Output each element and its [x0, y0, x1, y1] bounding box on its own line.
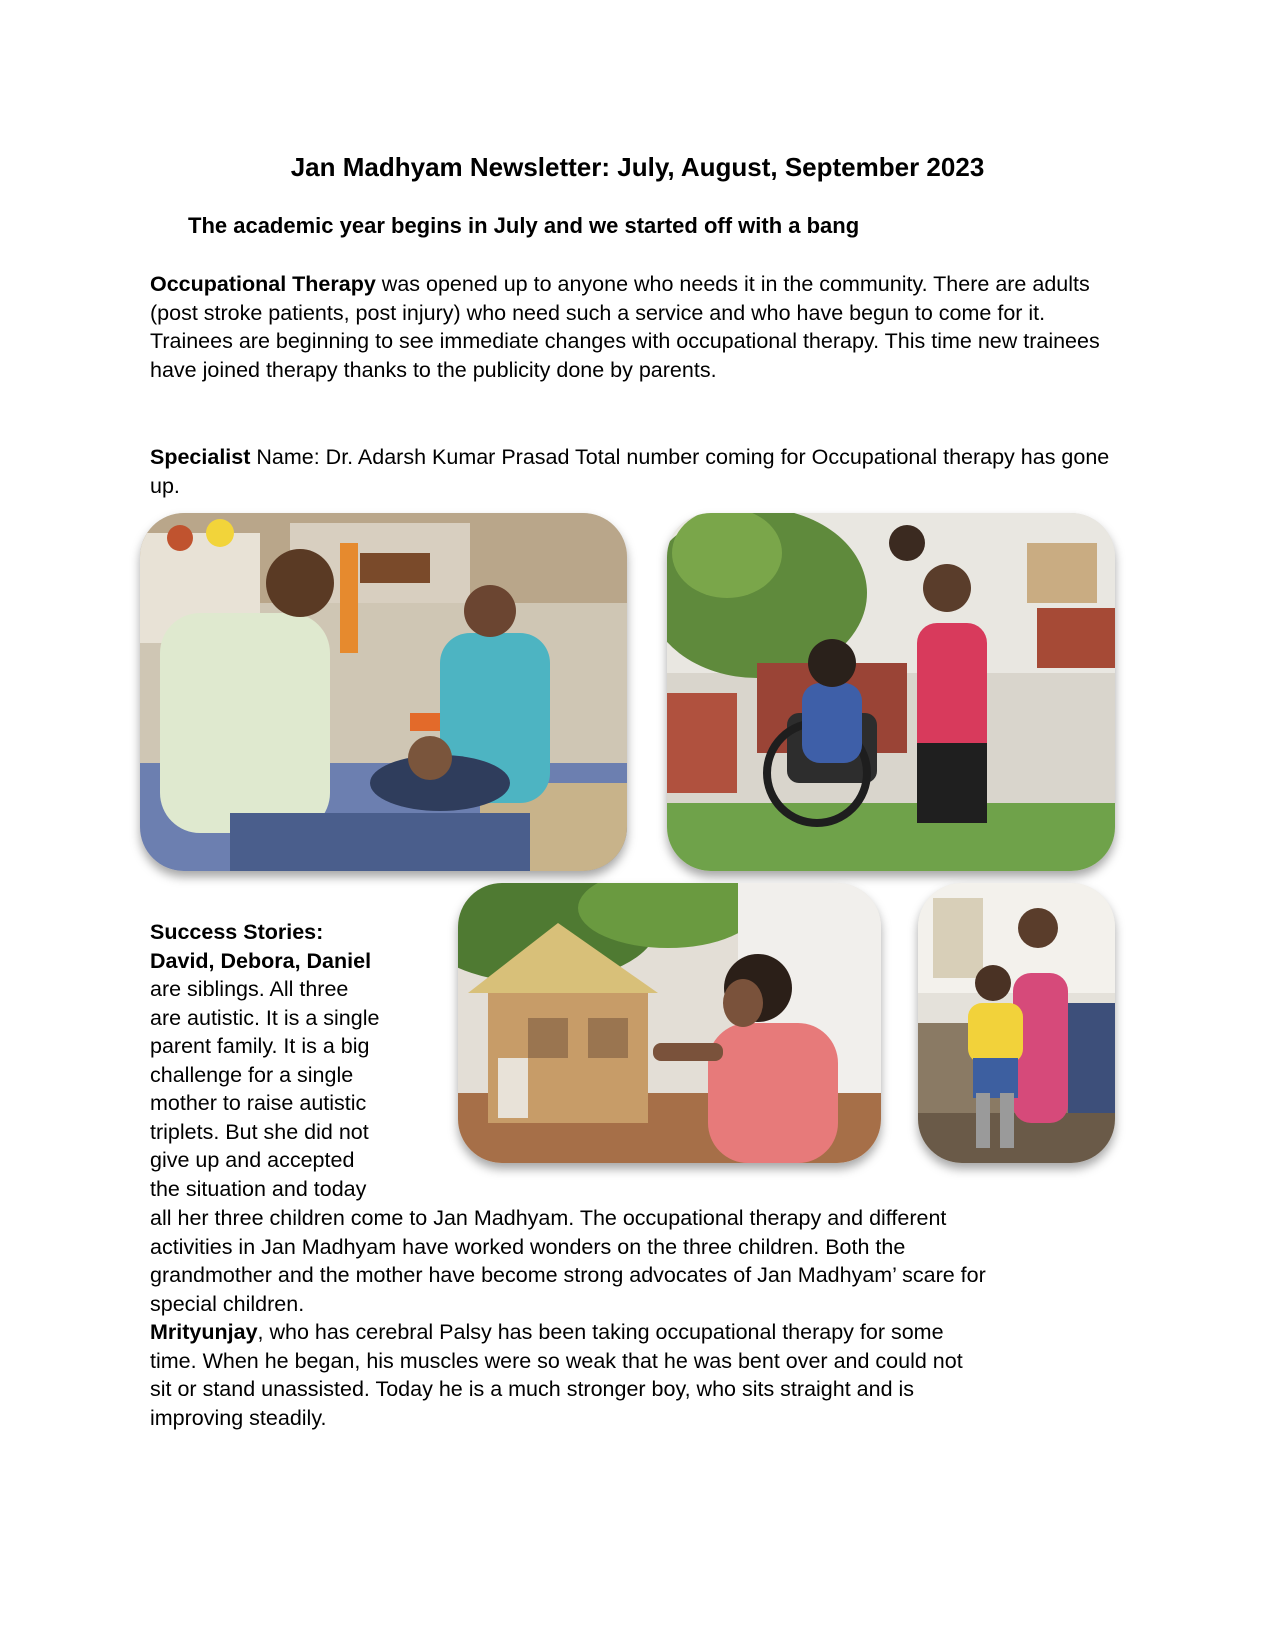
success-stories-continuation	[150, 1204, 1130, 1432]
boy-in-wheelchair-photo	[667, 513, 1115, 871]
girl-with-model-house-photo	[458, 883, 881, 1163]
therapist-with-child-photo	[140, 513, 627, 871]
specialist-paragraph	[150, 443, 1130, 500]
story-line: all her three children come to Jan Madhyam. The occupational therapy and different	[150, 1206, 947, 1230]
story-line: challenge for a single	[150, 1062, 354, 1087]
success-stories-side-column	[150, 918, 420, 1203]
story-line: give up and accepted	[150, 1148, 355, 1172]
story-line: grandmother and the mother have become strong advocates of Jan Madhyam’ scare for	[150, 1263, 986, 1287]
story-line: the situation and today	[150, 1176, 367, 1201]
specialist-text: Name: Dr. Adarsh Kumar Prasad Total number coming for Occupational therapy has gone up.	[150, 445, 1110, 498]
newsletter-title: Jan Madhyam Newsletter: July, August, September 2023	[290, 152, 985, 182]
mrityunjay-line	[150, 1318, 1130, 1347]
story-line: triplets. But she did not	[150, 1119, 369, 1144]
story-line: special children.	[150, 1291, 305, 1316]
success-stories-heading: Success Stories:	[150, 920, 324, 944]
story-line: mother to raise autistic	[150, 1091, 367, 1115]
story-line: improving steadily.	[150, 1405, 327, 1430]
story-line: activities in Jan Madhyam have worked wonders on the three children. Both the	[150, 1234, 906, 1259]
story-line: are siblings. All three	[150, 977, 349, 1001]
sibling-names: David, Debora, Daniel	[150, 948, 372, 973]
occupational-therapy-paragraph	[150, 270, 1130, 384]
story-line: parent family. It is a big	[150, 1034, 370, 1058]
mrityunjay-lead: Mrityunjay	[150, 1320, 258, 1344]
occupational-therapy-text: was opened up to anyone who needs it in the community. There are adults (post stroke patients, post injury) who need such a service and who have begun to come for it.	[150, 272, 1090, 325]
story-line: sit or stand unassisted. Today he is a much stronger boy, who sits straight and is	[150, 1377, 915, 1401]
trainees-text: Trainees are beginning to see immediate changes with occupational therapy. This time new trainees have joined therapy thanks to the publicity done by parents.	[150, 329, 1100, 382]
newsletter-subtitle: The academic year begins in July and we started off with a bang	[188, 213, 860, 238]
specialist-lead: Specialist	[150, 445, 251, 469]
story-line: , who has cerebral Palsy has been taking occupational therapy for some	[257, 1320, 944, 1344]
story-line: time. When he began, his muscles were so weak that he was bent over and could not	[150, 1348, 963, 1373]
boy-standing-with-braces-photo	[918, 883, 1115, 1163]
story-line: are autistic. It is a single	[150, 1005, 380, 1030]
occupational-therapy-lead: Occupational Therapy	[150, 272, 376, 296]
